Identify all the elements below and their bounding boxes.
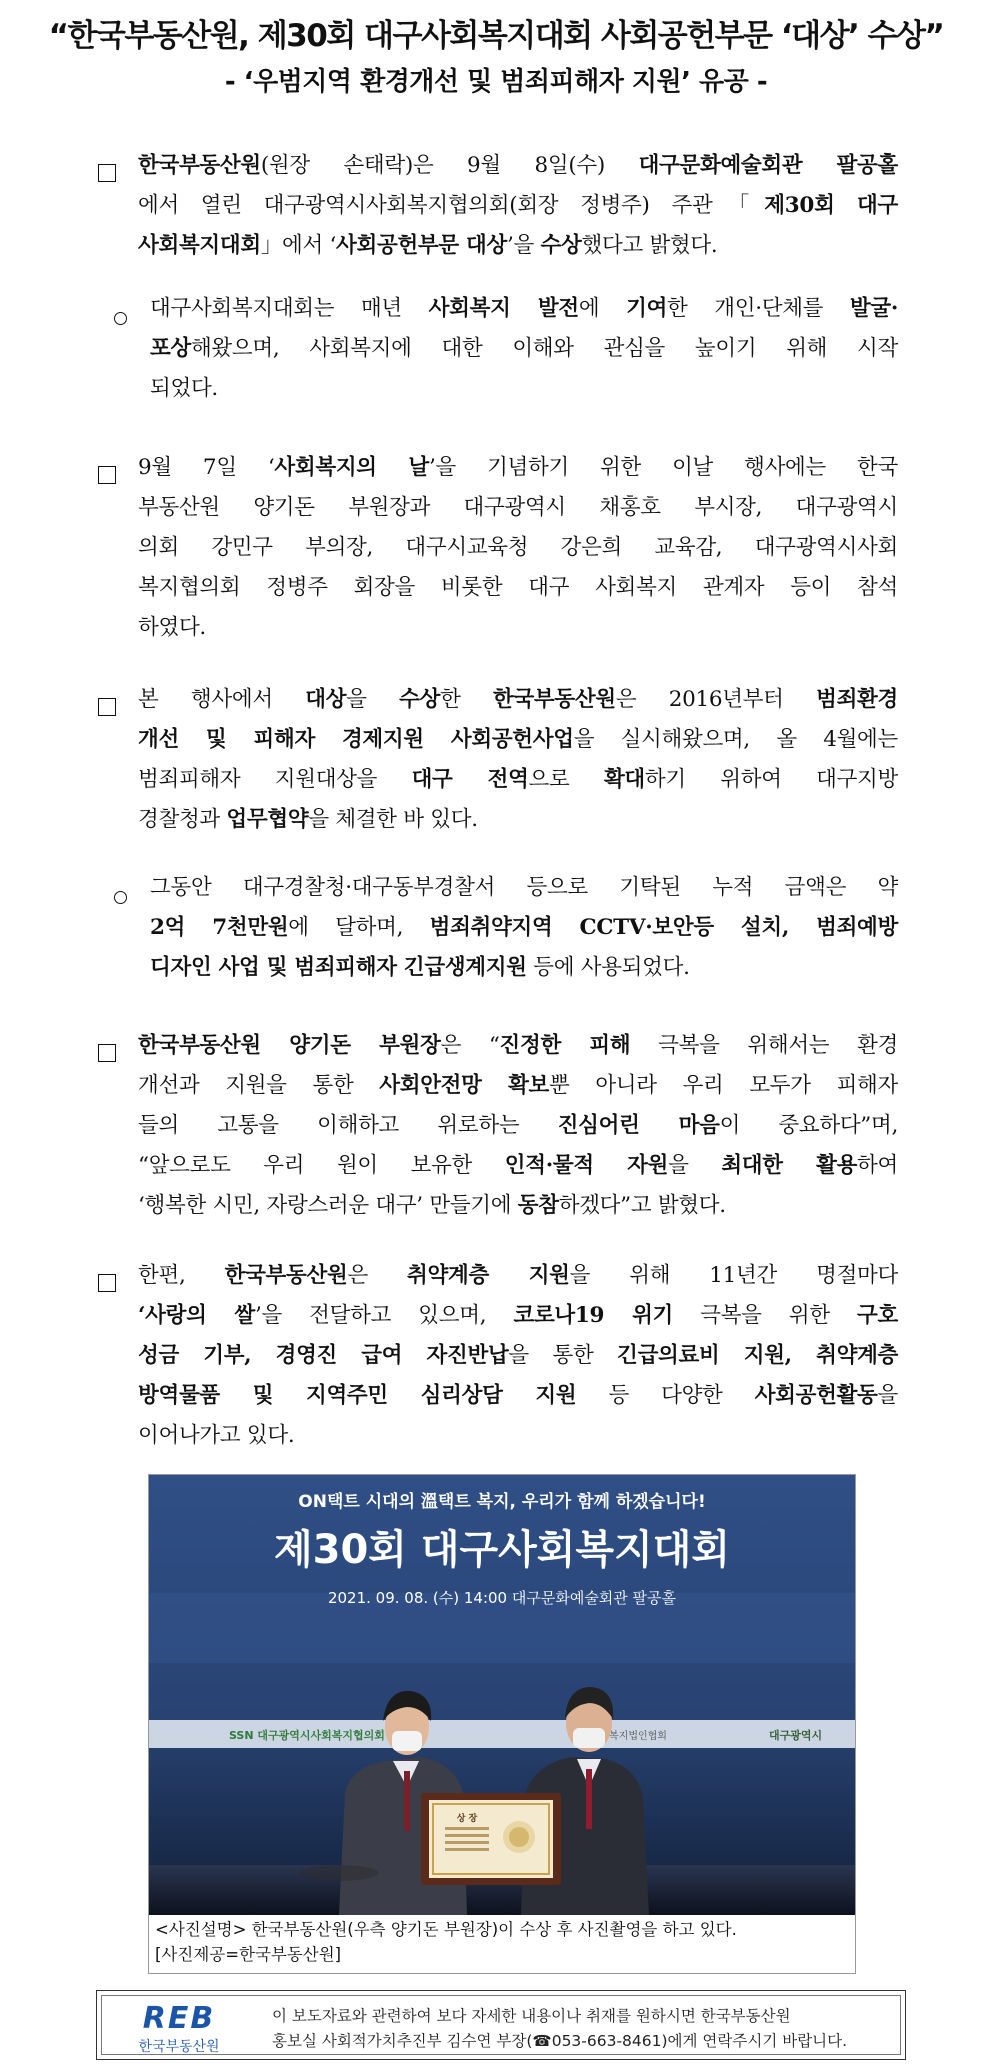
body-paragraph	[150, 868, 898, 988]
body-text: 부동산원 양기돈 부원장과 대구광역시 채홍호 부시장, 대구광역시	[138, 495, 898, 520]
body-text: 은	[347, 1263, 408, 1288]
emphasis-text: 2억 7천만원	[150, 915, 289, 940]
emphasis-text: 인적·물적 자원	[504, 1153, 669, 1178]
emphasis-text: 한국부동산원	[138, 153, 261, 178]
footer-line-1: 이 보도자료와 관련하여 보다 자세한 내용이나 취재를 원하시면 한국부동산원	[272, 2007, 791, 2025]
sponsor-right: 대구광역시	[769, 1729, 823, 1742]
paragraph-line	[138, 800, 898, 840]
square-bullet-icon	[98, 690, 116, 730]
emphasis-text: 진정한 피해	[499, 1033, 631, 1058]
body-text: 에서 열린 대구광역시사회복지협의회(회장 정병주) 주관「	[138, 193, 765, 218]
paragraph-line	[138, 1186, 898, 1226]
reb-logo	[124, 1998, 234, 2058]
footer-contact-text	[272, 2004, 847, 2054]
paragraph-line	[138, 226, 898, 266]
body-text: 」에서 ‘	[260, 233, 337, 258]
emphasis-text: 사회안전망 확보	[379, 1073, 550, 1098]
press-subtitle: - ‘우범지역 환경개선 및 범죄피해자 지원’ 유공 -	[224, 67, 768, 97]
body-text: 되었다.	[150, 376, 218, 401]
body-text: 등 다양한	[576, 1383, 755, 1408]
body-text: 은 2016년부터	[615, 687, 817, 712]
award-plaque	[421, 1793, 561, 1885]
banner-event-title: 제30회 대구사회복지대회	[274, 1527, 730, 1573]
paragraph-line	[150, 369, 898, 409]
paragraph-line	[138, 720, 898, 760]
paragraph-line	[138, 488, 898, 528]
body-text: 한 개인·단체를	[667, 296, 850, 321]
emphasis-text: 사회복지대회	[138, 233, 261, 258]
caption-description: <사진설명> 한국부동산원(우측 양기돈 부원장)이 수상 후 사진촬영을 하고 있다.	[155, 1920, 737, 1939]
paragraph-line	[138, 680, 898, 720]
paragraph-line	[150, 289, 898, 329]
paragraph-line	[138, 760, 898, 800]
footer-border	[101, 1995, 901, 2055]
emphasis-text: 사회공헌부문 대상	[336, 233, 507, 258]
footer-line-2: 홍보실 사회적가치추진부 김수연 부장(☎053-663-8461)에게 연락주시기 바랍니다.	[272, 2032, 848, 2050]
emphasis-text: 포상	[150, 336, 191, 361]
emphasis-text: 확대	[603, 767, 645, 792]
paragraph-line	[138, 448, 898, 488]
body-text: 등에 사용되었다.	[526, 955, 690, 980]
emphasis-text: 대상	[305, 687, 347, 712]
circle-bullet-icon	[114, 878, 127, 918]
body-text: 9월 7일 ‘	[138, 455, 275, 480]
body-text: “앞으로도 우리 원이 보유한	[138, 1153, 505, 1178]
body-paragraph	[138, 1256, 898, 1456]
body-text: 을 위해 11년간 명절마다	[569, 1263, 898, 1288]
emphasis-text: 한국부동산원 양기돈 부원장	[138, 1033, 441, 1058]
body-text: 들의 고통을 이해하고 위로하는	[138, 1113, 558, 1138]
body-text: ‘행복한 시민, 자랑스러운 대구’ 만들기에	[138, 1193, 518, 1218]
body-text: 해왔으며, 사회복지에 대한 이해와 관심을 높이기 위해 시작	[190, 336, 898, 361]
body-paragraph	[138, 1026, 898, 1226]
paragraph-line	[138, 1296, 898, 1336]
plaque-title: 상 장	[456, 1814, 478, 1824]
press-title: “한국부동산원, 제30회 대구사회복지대회 사회공헌부문 ‘대상’ 수상”	[48, 18, 944, 54]
body-text: 경찰청과	[138, 807, 227, 832]
paragraph-line	[138, 608, 898, 648]
paragraph-line	[150, 329, 898, 369]
body-text: 으로	[528, 767, 604, 792]
square-bullet-icon	[98, 156, 116, 196]
logo-caption: 한국부동산원	[138, 2039, 220, 2055]
paragraph-line	[138, 1376, 898, 1416]
paragraph-line	[150, 908, 898, 948]
emphasis-text: 업무협약	[226, 807, 309, 832]
body-paragraph	[138, 146, 898, 266]
banner-date: 2021. 09. 08. (수) 14:00 대구문화예술회관 팔공홀	[327, 1589, 677, 1607]
emphasis-text: 범죄환경	[816, 687, 898, 712]
paragraph-line	[138, 1106, 898, 1146]
square-bullet-icon	[98, 1036, 116, 1076]
paragraph-line	[138, 528, 898, 568]
body-text: 의회 강민구 부의장, 대구시교육청 강은희 교육감, 대구광역시사회	[138, 535, 898, 560]
paragraph-line	[138, 1066, 898, 1106]
body-text: 한	[440, 687, 493, 712]
body-text: 하였다.	[138, 615, 206, 640]
logo-mark: REB	[142, 2001, 216, 2036]
body-text: 은 “	[440, 1033, 500, 1058]
emphasis-text: 한국부동산원	[492, 687, 616, 712]
emphasis-text: 수상	[399, 687, 441, 712]
emphasis-text: 진심어린 마음	[557, 1113, 720, 1138]
paragraph-line	[138, 1256, 898, 1296]
emphasis-text: 대구문화예술회관 팔공홀	[638, 153, 898, 178]
photo-caption	[155, 1917, 737, 1967]
body-text: 을 실시해왔으며, 올 4월에는	[573, 727, 898, 752]
body-text: (원장 손태락)은 9월 8일(수)	[260, 153, 639, 178]
emphasis-text: 발굴·	[849, 296, 899, 321]
emphasis-text: 범죄취약지역 CCTV·보안등 설치, 범죄예방	[429, 915, 898, 940]
body-text: 했다고 밝혔다.	[581, 233, 718, 258]
emphasis-text: ‘사랑의 쌀	[138, 1303, 255, 1328]
body-text: 한편,	[138, 1263, 225, 1288]
emphasis-text: 기여	[626, 296, 668, 321]
emphasis-text: 대구 전역	[411, 767, 529, 792]
square-bullet-icon	[98, 1266, 116, 1306]
body-text: 범죄피해자 지원대상을	[138, 767, 412, 792]
body-text: 을 체결한 바 있다.	[308, 807, 478, 832]
body-text: 개선과 지원을 통한	[138, 1073, 380, 1098]
emphasis-text: 사회공헌활동	[754, 1383, 878, 1408]
square-bullet-icon	[98, 458, 116, 498]
body-text: 그동안 대구경찰청·대구동부경찰서 등으로 기탁된 누적 금액은 약	[150, 875, 898, 900]
body-text: ’을 기념하기 위한 이날 행사에는 한국	[428, 455, 898, 480]
award-photo	[149, 1475, 855, 1915]
emphasis-text: 코로나19 위기	[513, 1303, 674, 1328]
sponsor-mid: 복지법인협회	[609, 1731, 667, 1742]
body-text: 뿐 아니라 우리 모두가 피해자	[549, 1073, 898, 1098]
paragraph-line	[138, 146, 898, 186]
body-text: ’을	[507, 233, 541, 258]
emphasis-text: 디자인 사업 및 범죄피해자 긴급생계지원	[150, 955, 527, 980]
emphasis-text: 사회복지의 날	[274, 455, 429, 480]
emphasis-text: 한국부동산원	[224, 1263, 348, 1288]
caption-credit: [사진제공=한국부동산원]	[155, 1945, 342, 1964]
emphasis-text: 사회복지 발전	[428, 296, 579, 321]
body-text: 이 중요하다”며,	[719, 1113, 898, 1138]
paragraph-line	[150, 868, 898, 908]
emphasis-text: 방역물품 및 지역주민 심리상담 지원	[138, 1383, 577, 1408]
photo-frame	[148, 1474, 856, 1974]
body-text: 하여	[857, 1153, 898, 1178]
body-text: 을	[877, 1383, 898, 1408]
body-text: 에 달하며,	[288, 915, 430, 940]
paragraph-line	[138, 1146, 898, 1186]
body-text: 대구사회복지대회는 매년	[150, 296, 429, 321]
paragraph-line	[138, 186, 898, 226]
body-text: 극복을 위한	[673, 1303, 858, 1328]
paragraph-line	[138, 1026, 898, 1066]
body-text: 을	[346, 687, 400, 712]
emphasis-text: 성금 기부, 경영진 급여 자진반납	[138, 1343, 509, 1368]
body-paragraph	[138, 448, 898, 648]
body-text: 이어나가고 있다.	[138, 1423, 295, 1448]
body-text: 하겠다”고 밝혔다.	[558, 1193, 726, 1218]
body-text: ’을 전달하고 있으며,	[254, 1303, 514, 1328]
paragraph-line	[138, 1416, 898, 1456]
contact-footer	[96, 1990, 906, 2060]
emphasis-text: 수상	[540, 233, 582, 258]
banner-slogan: ON택트 시대의 溫택트 복지, 우리가 함께 하겠습니다!	[298, 1492, 706, 1512]
emphasis-text: 개선 및 피해자 경제지원 사회공헌사업	[138, 727, 574, 752]
emphasis-text: 제30회 대구	[764, 193, 898, 218]
emphasis-text: 동참	[517, 1193, 559, 1218]
body-paragraph	[138, 680, 898, 840]
circle-bullet-icon	[114, 299, 127, 339]
paragraph-line	[138, 568, 898, 608]
sponsor-left: SSN 대구광역시사회복지협의회	[229, 1729, 385, 1742]
emphasis-text: 취약계층 지원	[407, 1263, 570, 1288]
paragraph-line	[138, 1336, 898, 1376]
emphasis-text: 최대한 활용	[721, 1153, 858, 1178]
body-text: 에	[578, 296, 627, 321]
body-text: 을	[668, 1153, 722, 1178]
body-paragraph	[150, 289, 898, 409]
body-text: 본 행사에서	[138, 687, 306, 712]
body-text: 복지협의회 정병주 회장을 비롯한 대구 사회복지 관계자 등이 참석	[138, 575, 898, 600]
paragraph-line	[150, 948, 898, 988]
body-text: 을 통한	[508, 1343, 618, 1368]
body-text: 극복을 위해서는 환경	[630, 1033, 899, 1058]
emphasis-text: 구호	[857, 1303, 898, 1328]
emphasis-text: 긴급의료비 지원, 취약계층	[617, 1343, 899, 1368]
body-text: 하기 위하여 대구지방	[644, 767, 898, 792]
